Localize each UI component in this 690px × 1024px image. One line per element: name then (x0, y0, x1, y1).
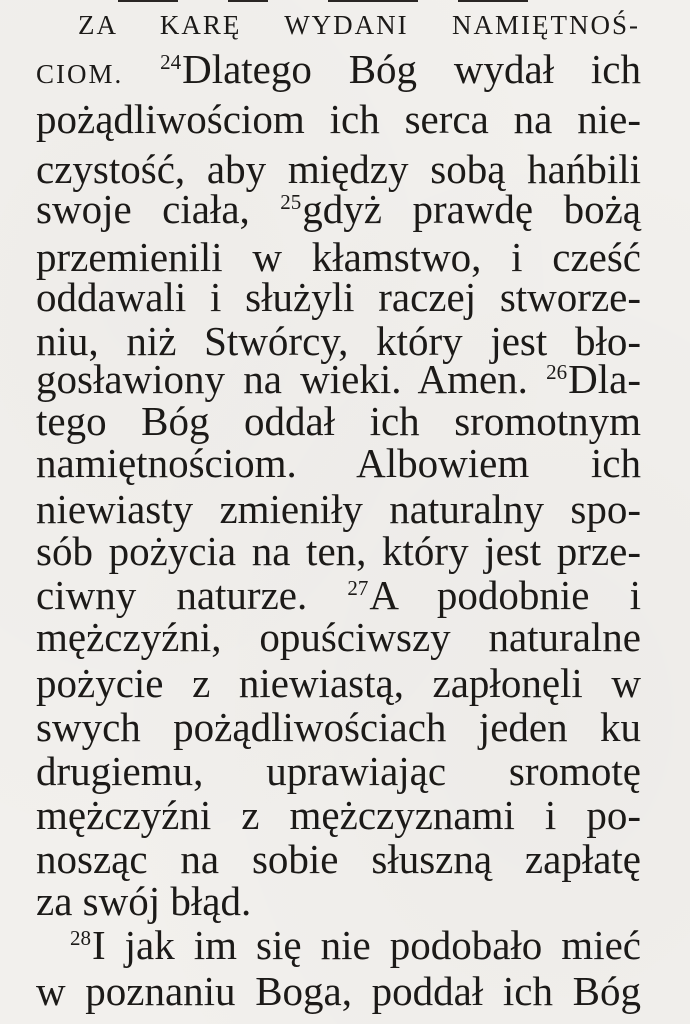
line-text: I jak im się nie podobało mieć (92, 922, 641, 968)
line-text: pożycie z niewiastą, zapłonęli w (36, 660, 641, 706)
line-text: namiętnościom. Albowiem ich (36, 440, 641, 486)
text-line (36, 836, 641, 882)
text-line (36, 96, 641, 142)
line-text: Dla- (568, 356, 641, 402)
line-text-before-verse: ciwny naturze. (36, 572, 348, 618)
line-text: sób pożycia na ten, który jest prze- (36, 528, 641, 574)
verse-number: 27 (347, 576, 369, 600)
text-line (36, 186, 641, 239)
text-line (36, 968, 641, 1014)
text-line (36, 46, 641, 99)
text-line (36, 440, 641, 486)
text-line (36, 486, 641, 532)
line-text-before-verse: gosławiony na wieki. Amen. (36, 356, 547, 402)
line-text: w poznaniu Boga, poddał ich Bóg (36, 968, 641, 1014)
section-heading (78, 8, 640, 42)
verse-number: 28 (70, 926, 91, 950)
text-line (36, 614, 641, 660)
verse-number: 25 (280, 190, 302, 214)
text-line (36, 792, 641, 838)
line-text: mężczyźni, opuściwszy naturalne (36, 614, 641, 660)
line-text: niu, niż Stwórcy, który jest bło- (36, 318, 641, 364)
line-text: swych pożądliwościach jeden ku (36, 704, 641, 750)
text-line (36, 878, 641, 924)
line-text: Dlatego Bóg wydał ich (182, 46, 641, 92)
line-text: za swój błąd. (36, 878, 252, 924)
text-line (36, 274, 641, 320)
line-text: przemienili w kłamstwo, i cześć (36, 234, 641, 280)
line-text: gdyż prawdę bożą (302, 186, 641, 232)
line-text: A podobnie i (369, 572, 641, 618)
line-text: tego Bóg oddał ich sromotnym (36, 398, 641, 444)
text-line (36, 704, 641, 750)
line-text: nosząc na sobie słuszną zapłatę (36, 836, 641, 882)
section-heading-text: ZA KARĘ WYDANI NAMIĘTNOŚ- (78, 10, 640, 40)
text-line (36, 398, 641, 444)
line-text: oddawali i służyli raczej stworze- (36, 274, 641, 320)
line-text: mężczyźni z mężczyznami i po- (36, 792, 641, 838)
section-heading-continuation: CIOM. (36, 59, 124, 89)
verse-number: 26 (546, 360, 568, 384)
line-text: pożądliwościom ich serca na nie- (36, 96, 641, 142)
line-text: drugiemu, uprawiając sromotę (36, 748, 641, 794)
text-line (36, 528, 641, 574)
text-line (36, 660, 641, 706)
line-text: czystość, aby między sobą hańbili (36, 146, 641, 192)
line-text: niewiasty zmieniły naturalny spo- (36, 486, 641, 532)
text-line (36, 748, 641, 794)
verse-number: 24 (160, 50, 182, 74)
line-text-before-verse: swoje ciała, (36, 186, 281, 232)
